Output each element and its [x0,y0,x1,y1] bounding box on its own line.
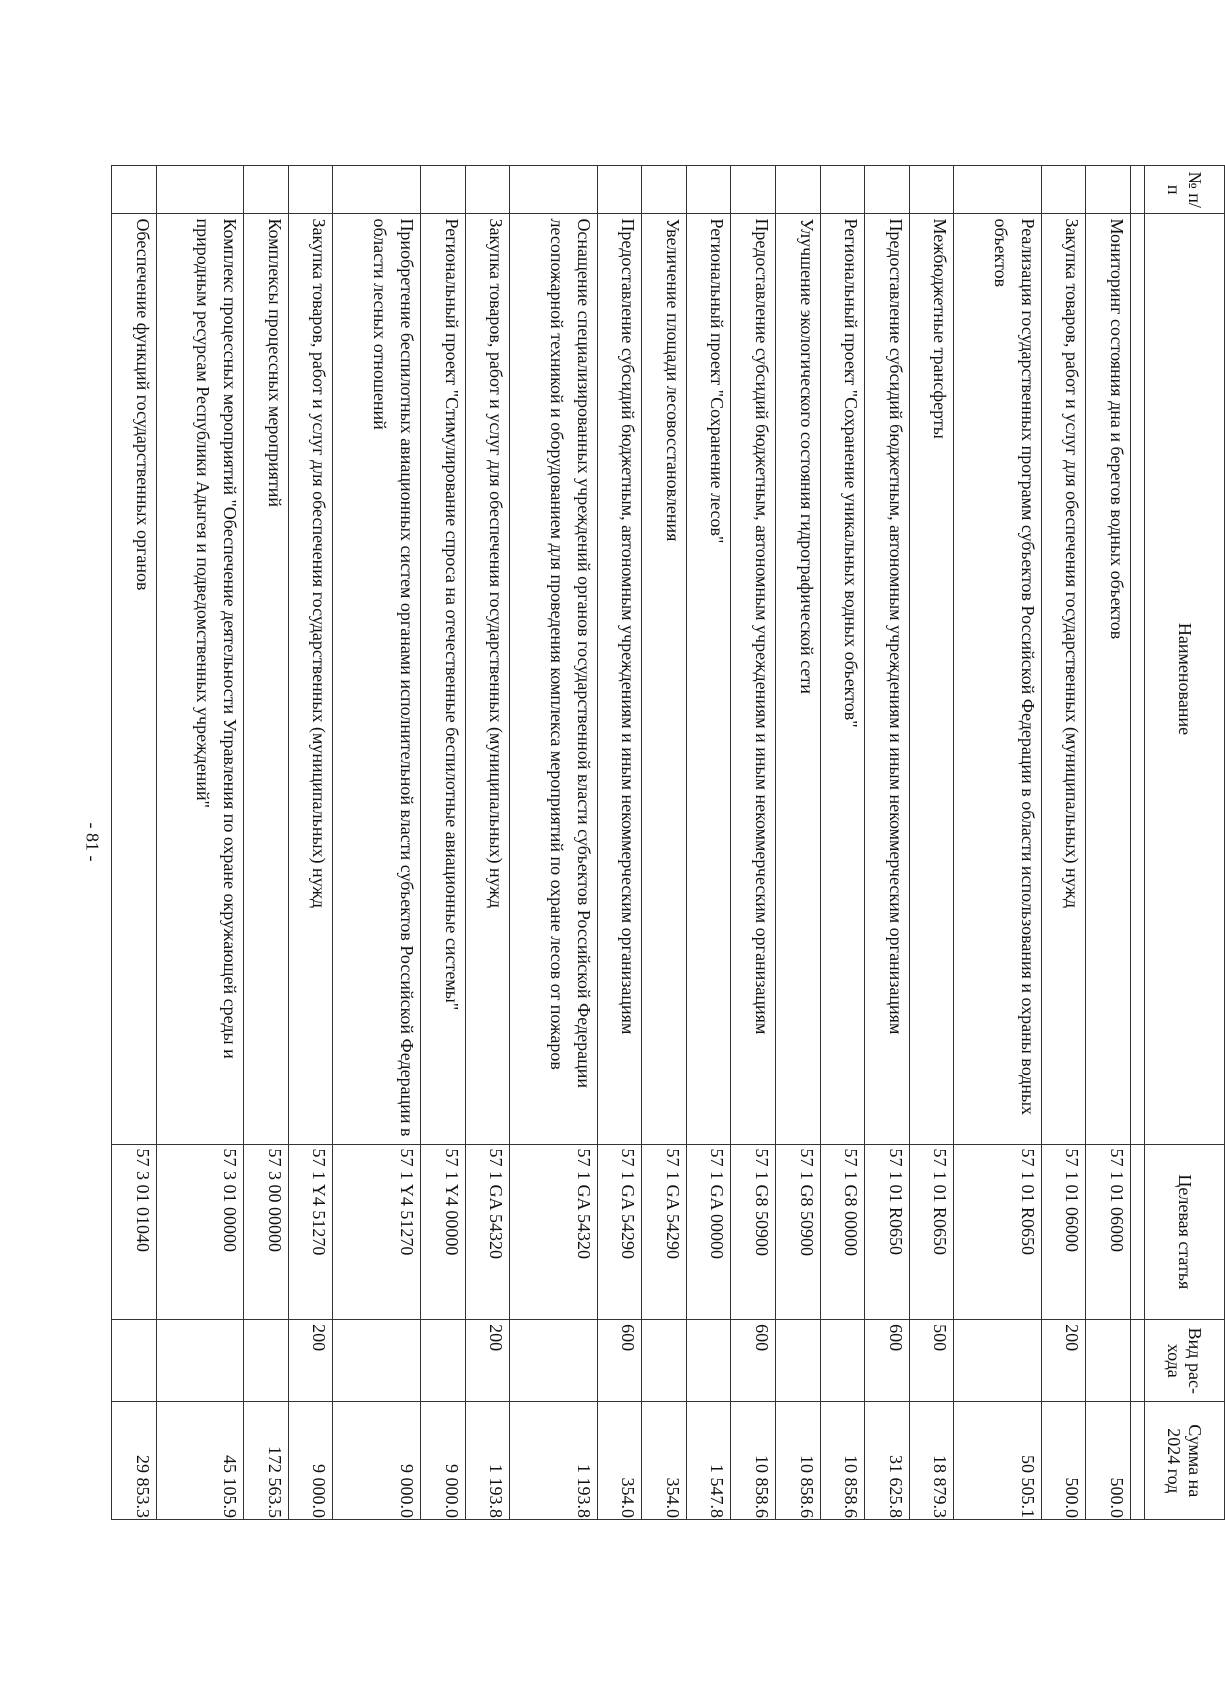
table-row [820,166,865,1520]
cell-type: 200 [465,1320,510,1402]
cell-sum: 1 547.8 [686,1402,731,1520]
cell-name: Региональный проект "Сохранение уникальных водных объектов" [820,214,865,1144]
cell-type: 600 [597,1320,642,1402]
table-row [510,166,598,1520]
cell-name: Оснащение специализированных учреждений органов государственной власти субъектов Российской Федерации лесопожарной техникой и оборудованием для проведения комплекса мероприятий по охране лесов от пожаров [510,214,598,1144]
cell-type: 200 [1041,1320,1086,1402]
cell-num [1041,166,1086,214]
table-header-row [1145,166,1225,1520]
cell-target: 57 1 G8 50900 [775,1144,820,1320]
cell-num [1086,166,1131,214]
cell-sum: 500.0 [1041,1402,1086,1520]
table-row [1086,166,1131,1520]
table-row [597,166,642,1520]
cell-num [686,166,731,214]
cell-sum: 18 879.3 [909,1402,954,1520]
table-row [156,166,244,1520]
cell-target: 57 1 GA 54290 [597,1144,642,1320]
cell-target: 57 1 01 06000 [1086,1144,1131,1320]
cell-name: Региональный проект "Сохранение лесов" [686,214,731,1144]
cell-target: 57 1 01 06000 [1041,1144,1086,1320]
cell-sum: 9 000.0 [333,1402,421,1520]
cell-type: 600 [865,1320,910,1402]
cell-sum: 31 625.8 [865,1402,910,1520]
table-row [333,166,421,1520]
table-row [954,166,1042,1520]
cell-target: 57 1 GA 54320 [510,1144,598,1320]
cell-target: 57 1 G8 00000 [820,1144,865,1320]
cell-sum: 10 858.6 [820,1402,865,1520]
cell-type [244,1320,289,1402]
cell-type [1086,1320,1131,1402]
header-sum: Сумма на 2024 год [1145,1402,1225,1520]
cell-name: Мониторинг состояния дна и берегов водных объектов [1086,214,1131,1144]
cell-type [156,1320,244,1402]
cell-type [642,1320,687,1402]
table-row [865,166,910,1520]
cell-name: Улучшение экологического состояния гидрографической сети [775,214,820,1144]
cell-target: 57 1 Y4 51270 [288,1144,333,1320]
cell-type: 500 [909,1320,954,1402]
cell-sum: 172 563.5 [244,1402,289,1520]
cell-target: 57 1 01 R0650 [865,1144,910,1320]
table-row [420,166,465,1520]
cell-name: Реализация государственных программ субъектов Российской Федерации в области использования и охраны водных объектов [954,214,1042,1144]
cell-target: 57 1 Y4 00000 [420,1144,465,1320]
cell-num [244,166,289,214]
cell-num [731,166,776,214]
cell-type [686,1320,731,1402]
header-separator-row [1131,166,1145,1520]
table-row [465,166,510,1520]
cell-sum: 1 193.8 [510,1402,598,1520]
cell-name: Предоставление субсидий бюджетным, автономным учреждениям и иным некоммерческим организациям [731,214,776,1144]
table-row [909,166,954,1520]
cell-sum: 1 193.8 [465,1402,510,1520]
cell-name: Обеспечение функций государственных органов [112,214,157,1144]
cell-name: Закупка товаров, работ и услуг для обеспечения государственных (муниципальных) нужд [288,214,333,1144]
cell-name: Закупка товаров, работ и услуг для обеспечения государственных (муниципальных) нужд [1041,214,1086,1144]
cell-num [597,166,642,214]
cell-name: Приобретение беспилотных авиационных систем органами исполнительной власти субъектов Российской Федерации в области лесных отношений [333,214,421,1144]
cell-type [775,1320,820,1402]
cell-type [954,1320,1042,1402]
cell-type [820,1320,865,1402]
cell-num [333,166,421,214]
cell-name: Комплекс процессных мероприятий "Обеспечение деятельности Управления по охране окружающей среды и природным ресурсам Республики Адыгея и подведомственных учреждений" [156,214,244,1144]
header-num: № п/п [1145,166,1225,214]
cell-sum: 50 505.1 [954,1402,1042,1520]
cell-num [112,166,157,214]
header-type: Вид рас-хода [1145,1320,1225,1402]
cell-target: 57 1 G8 50900 [731,1144,776,1320]
cell-target: 57 3 00 00000 [244,1144,289,1320]
cell-name: Предоставление субсидий бюджетным, автономным учреждениям и иным некоммерческим организациям [865,214,910,1144]
cell-num [510,166,598,214]
cell-num [775,166,820,214]
cell-type [112,1320,157,1402]
cell-sum: 10 858.6 [731,1402,776,1520]
rotated-page-content [111,165,1225,1520]
table-body [112,166,1131,1520]
cell-target: 57 1 GA 54290 [642,1144,687,1320]
cell-num [865,166,910,214]
cell-target: 57 1 Y4 51270 [333,1144,421,1320]
table-row [642,166,687,1520]
cell-target: 57 3 01 01040 [112,1144,157,1320]
cell-num [909,166,954,214]
table-row [775,166,820,1520]
cell-type: 600 [731,1320,776,1402]
cell-num [820,166,865,214]
cell-sum: 9 000.0 [288,1402,333,1520]
cell-num [465,166,510,214]
cell-num [288,166,333,214]
cell-type [510,1320,598,1402]
budget-table [111,165,1225,1520]
cell-target: 57 1 01 R0650 [954,1144,1042,1320]
table-row [112,166,157,1520]
cell-sum: 500.0 [1086,1402,1131,1520]
table-row [244,166,289,1520]
cell-sum: 354.0 [642,1402,687,1520]
cell-name: Комплексы процессных мероприятий [244,214,289,1144]
table-row [731,166,776,1520]
header-name: Наименование [1145,214,1225,1144]
cell-sum: 29 853.3 [112,1402,157,1520]
cell-sum: 9 000.0 [420,1402,465,1520]
cell-name: Предоставление субсидий бюджетным, автономным учреждениям и иным некоммерческим организациям [597,214,642,1144]
cell-type: 200 [288,1320,333,1402]
cell-num [642,166,687,214]
cell-target: 57 1 GA 54320 [465,1144,510,1320]
cell-name: Региональный проект "Стимулирование спроса на отечественные беспилотные авиационные системы" [420,214,465,1144]
cell-name: Закупка товаров, работ и услуг для обеспечения государственных (муниципальных) нужд [465,214,510,1144]
cell-name: Увеличение площади лесовосстановления [642,214,687,1144]
cell-type [420,1320,465,1402]
cell-type [333,1320,421,1402]
cell-name: Межбюджетные трансферты [909,214,954,1144]
cell-num [156,166,244,214]
cell-num [420,166,465,214]
cell-target: 57 3 01 00000 [156,1144,244,1320]
table-row [686,166,731,1520]
table-row [1041,166,1086,1520]
cell-sum: 354.0 [597,1402,642,1520]
table-row [288,166,333,1520]
page-number: - 81 - [82,822,103,862]
cell-target: 57 1 01 R0650 [909,1144,954,1320]
header-target: Целевая статья [1145,1144,1225,1320]
cell-num [954,166,1042,214]
cell-sum: 10 858.6 [775,1402,820,1520]
cell-target: 57 1 GA 00000 [686,1144,731,1320]
cell-sum: 45 105.9 [156,1402,244,1520]
